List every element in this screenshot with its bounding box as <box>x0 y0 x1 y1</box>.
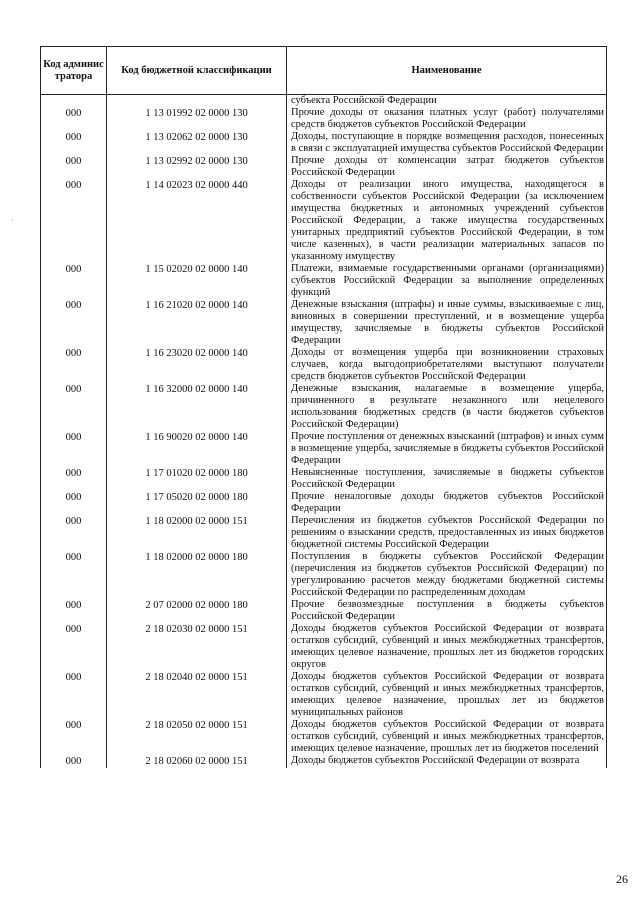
admin-code-cell: 000 <box>41 755 107 768</box>
admin-code-cell: 000 <box>41 347 107 383</box>
table-row <box>41 467 607 491</box>
table-row <box>41 131 607 155</box>
admin-code-cell: 000 <box>41 623 107 671</box>
name-cell: Доходы бюджетов субъектов Российской Федерации от возврата <box>287 755 607 768</box>
budget-code-cell: 1 18 02000 02 0000 151 <box>107 515 287 551</box>
table-row <box>41 551 607 599</box>
name-cell: Доходы от возмещения ущерба при возникновении страховых случаев, когда выгодоприобретателями выступают получатели средств бюджетов субъектов Российской Федерации <box>287 347 607 383</box>
admin-code-cell: 000 <box>41 599 107 623</box>
admin-code-cell: 000 <box>41 263 107 299</box>
budget-codes-table <box>40 46 607 768</box>
document-page <box>40 46 606 768</box>
table-row <box>41 599 607 623</box>
admin-code-cell: 000 <box>41 299 107 347</box>
admin-code-cell: 000 <box>41 515 107 551</box>
name-cell: Платежи, взимаемые государственными органами (организациями) субъектов Российской Федерации за выполнение определенных функций <box>287 263 607 299</box>
name-cell: Доходы от реализации иного имущества, находящегося в собственности субъектов Российской Федерации (за исключением имущества бюджетных и автономных учреждений субъектов Российской Федерации, а также имущества государственных унитарных предприятий субъектов Российской Федерации, в том числе казенных), в части реализации материальных запасов по указанному имуществу <box>287 179 607 263</box>
name-cell: Поступления в бюджеты субъектов Российской Федерации (перечисления из бюджетов субъектов Российской Федерации) по урегулированию расчетов между бюджетами бюджетной системы Российской Федерации по распределенным доходам <box>287 551 607 599</box>
margin-mark: · <box>11 216 14 225</box>
name-cell: Прочие неналоговые доходы бюджетов субъектов Российской Федерации <box>287 491 607 515</box>
page-number: 26 <box>616 872 628 886</box>
name-cell: Доходы бюджетов субъектов Российской Федерации от возврата остатков субсидий, субвенций и иных межбюджетных трансфертов, имеющих целевое назначение, прошлых лет из бюджетов городских округов <box>287 623 607 671</box>
admin-code-cell: 000 <box>41 431 107 467</box>
admin-code-cell: 000 <box>41 155 107 179</box>
header-budget-code: Код бюджетной классификации <box>107 47 287 95</box>
budget-code-cell: 1 13 02992 02 0000 130 <box>107 155 287 179</box>
header-name: Наименование <box>287 47 607 95</box>
table-row <box>41 263 607 299</box>
name-cell: Перечисления из бюджетов субъектов Российской Федерации по решениям о взыскании средств, предоставленных из иных бюджетов бюджетной системы Российской Федерации <box>287 515 607 551</box>
continuation-row <box>41 95 607 108</box>
table-row <box>41 107 607 131</box>
admin-code-cell: 000 <box>41 467 107 491</box>
budget-code-cell: 2 18 02040 02 0000 151 <box>107 671 287 719</box>
budget-code-cell: 1 13 02062 02 0000 130 <box>107 131 287 155</box>
admin-code-cell: 000 <box>41 383 107 431</box>
table-row <box>41 623 607 671</box>
continuation-text: субъекта Российской Федерации <box>287 95 607 108</box>
budget-code-cell: 1 17 01020 02 0000 180 <box>107 467 287 491</box>
budget-code-cell: 2 18 02030 02 0000 151 <box>107 623 287 671</box>
table-row <box>41 179 607 263</box>
table-row <box>41 155 607 179</box>
budget-code-cell: 1 13 01992 02 0000 130 <box>107 107 287 131</box>
admin-code-cell: 000 <box>41 491 107 515</box>
budget-code-cell: 1 17 05020 02 0000 180 <box>107 491 287 515</box>
name-cell: Прочие доходы от компенсации затрат бюджетов субъектов Российской Федерации <box>287 155 607 179</box>
table-row <box>41 515 607 551</box>
table-row <box>41 671 607 719</box>
budget-code-cell: 1 16 90020 02 0000 140 <box>107 431 287 467</box>
name-cell: Прочие доходы от оказания платных услуг (работ) получателями средств бюджетов субъектов Российской Федерации <box>287 107 607 131</box>
admin-code-cell: 000 <box>41 551 107 599</box>
budget-code-cell: 1 16 23020 02 0000 140 <box>107 347 287 383</box>
header-admin-code: Код админис тратора <box>41 47 107 95</box>
budget-code-cell: 1 16 21020 02 0000 140 <box>107 299 287 347</box>
admin-code-cell: 000 <box>41 671 107 719</box>
table-row <box>41 719 607 755</box>
table-row <box>41 299 607 347</box>
name-cell: Прочие поступления от денежных взысканий (штрафов) и иных сумм в возмещение ущерба, зачисляемые в бюджеты субъектов Российской Федерации <box>287 431 607 467</box>
budget-code-cell: 1 18 02000 02 0000 180 <box>107 551 287 599</box>
name-cell: Доходы, поступающие в порядке возмещения расходов, понесенных в связи с эксплуатацией имущества субъектов Российской Федерации <box>287 131 607 155</box>
budget-code-cell: 1 14 02023 02 0000 440 <box>107 179 287 263</box>
name-cell: Невыясненные поступления, зачисляемые в бюджеты субъектов Российской Федерации <box>287 467 607 491</box>
table-row <box>41 491 607 515</box>
admin-code-cell: 000 <box>41 179 107 263</box>
table-row <box>41 347 607 383</box>
table-header-row <box>41 47 607 95</box>
name-cell: Денежные взыскания (штрафы) и иные суммы, взыскиваемые с лиц, виновных в совершении преступлений, и в возмещение ущерба имуществу, зачисляемые в бюджеты субъектов Российской Федерации <box>287 299 607 347</box>
name-cell: Прочие безвозмездные поступления в бюджеты субъектов Российской Федерации <box>287 599 607 623</box>
table-row <box>41 383 607 431</box>
name-cell: Доходы бюджетов субъектов Российской Федерации от возврата остатков субсидий, субвенций и иных межбюджетных трансфертов, имеющих целевое назначение, прошлых лет из бюджетов поселений <box>287 719 607 755</box>
admin-code-cell: 000 <box>41 107 107 131</box>
admin-code-cell: 000 <box>41 719 107 755</box>
budget-code-cell: 2 18 02060 02 0000 151 <box>107 755 287 768</box>
name-cell: Доходы бюджетов субъектов Российской Федерации от возврата остатков субсидий, субвенций и иных межбюджетных трансфертов, имеющих целевое назначение, прошлых лет из бюджетов муниципальных районов <box>287 671 607 719</box>
table-row <box>41 755 607 768</box>
admin-code-cell: 000 <box>41 131 107 155</box>
name-cell: Денежные взыскания, налагаемые в возмещение ущерба, причиненного в результате незаконного или нецелевого использования бюджетных средств (в части бюджетов субъектов Российской Федерации) <box>287 383 607 431</box>
table-row <box>41 431 607 467</box>
budget-code-cell: 2 07 02000 02 0000 180 <box>107 599 287 623</box>
budget-code-cell: 1 15 02020 02 0000 140 <box>107 263 287 299</box>
budget-code-cell: 2 18 02050 02 0000 151 <box>107 719 287 755</box>
budget-code-cell: 1 16 32000 02 0000 140 <box>107 383 287 431</box>
